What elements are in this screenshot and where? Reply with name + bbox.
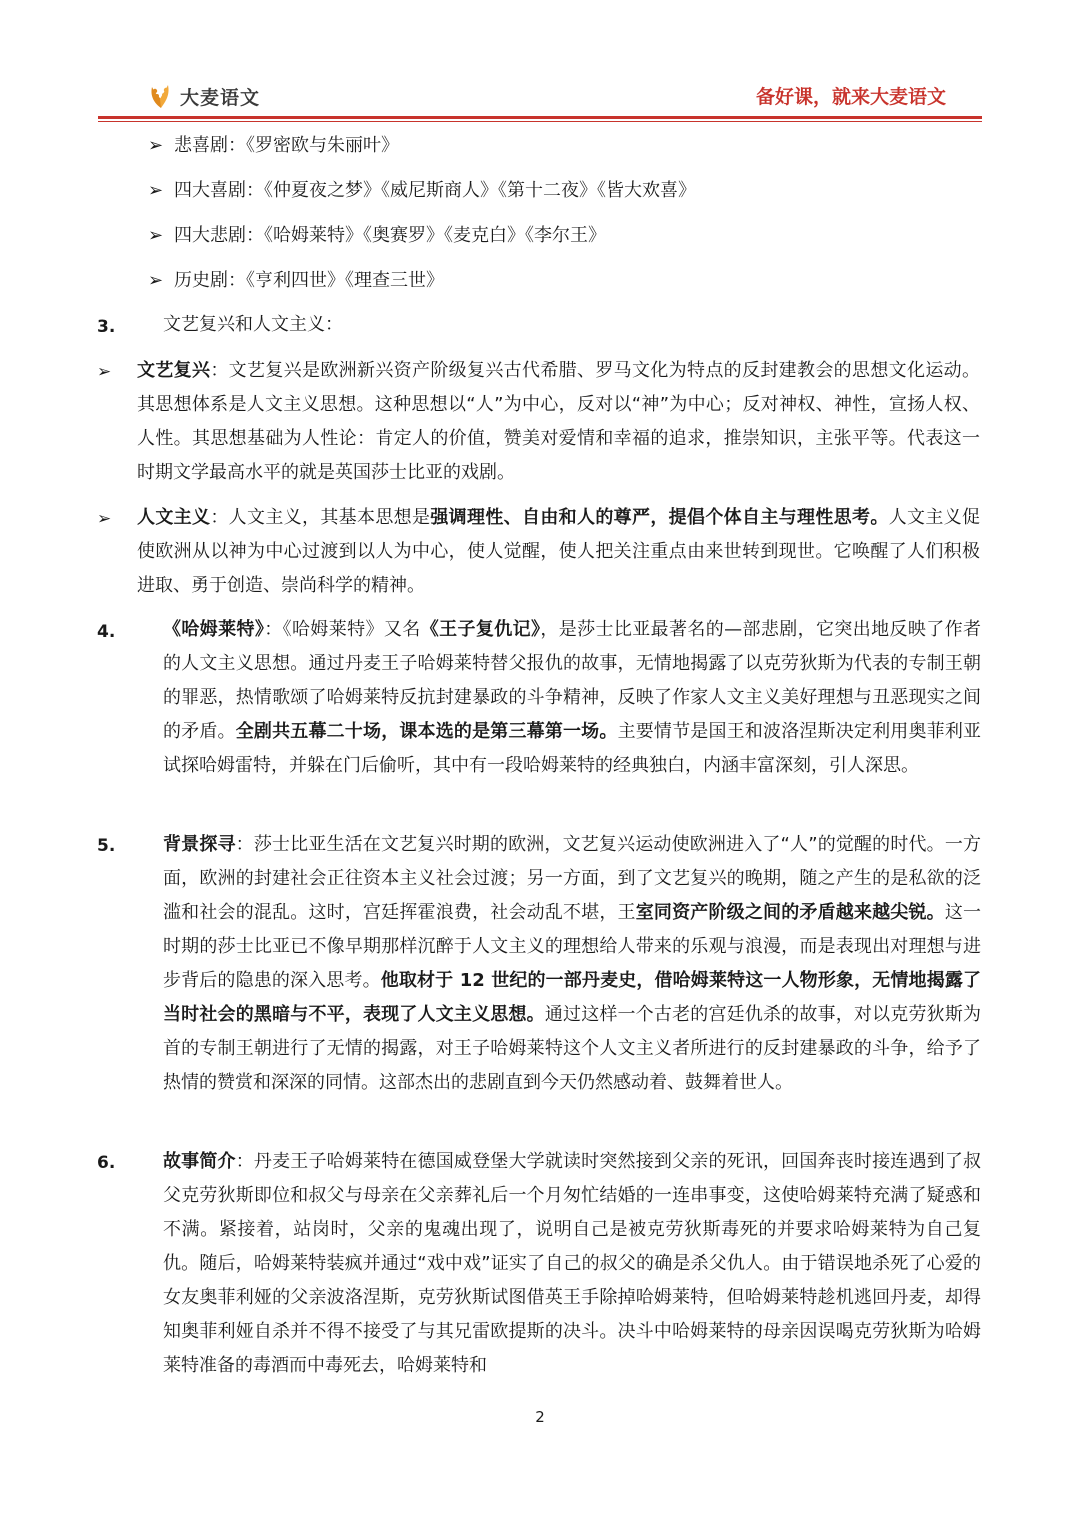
emphasis-text: 《王子复仇记》 <box>420 619 541 640</box>
list-item <box>148 133 399 159</box>
section-number: 6. <box>97 1153 116 1173</box>
paragraph-text: 主要情节是国王和波洛涅斯决定利用奥菲利亚试探哈姆雷特，并躲在门后偷听，其中有一段哈姆莱特的经典独白，内涵丰富深刻，引人深思。 <box>163 721 982 776</box>
bullet-arrow-icon: ➢ <box>148 180 164 201</box>
logo-text: 大麦语文 <box>180 86 261 109</box>
wheat-logo-icon <box>146 81 176 111</box>
work-titles: 《亨利四世》《理查三世》 <box>246 270 444 291</box>
work-category: 四大喜剧： <box>174 180 264 201</box>
list-item <box>148 268 444 294</box>
paragraph-text: 人文主义促使欧洲从以神为中心过渡到以人为中心，使人觉醒，使人把关注重点由来世转到现世。它唤醒了人们积极进取、勇于创造、崇尚科学的精神。 <box>137 507 981 596</box>
page-number: 2 <box>535 1408 545 1426</box>
paragraph-text: ：文艺复兴是欧洲新兴资产阶级复兴古代希腊、罗马文化为特点的反封建教会的思想文化运动。其思想体系是人文主义思想。这种思想以“人”为中心，反对以“神”为中心；反对神权、神性，宣扬人权、人性。其思想基础为人性论：肯定人的价值，赞美对爱情和幸福的追求，推崇知识，主张平等。代表这一时期文学最高水平的就是英国莎士比亚的戏剧。 <box>137 360 981 483</box>
paragraph-text: ：《哈姆莱特》又名 <box>264 619 421 640</box>
section-title: 文艺复兴和人文主义： <box>163 314 343 335</box>
emphasis-text: 室同资产阶级之间的矛盾越来越尖锐。 <box>635 902 945 923</box>
term: 故事简介 <box>163 1151 236 1172</box>
bullet-arrow-icon: ➢ <box>148 225 164 246</box>
term: 人文主义 <box>137 507 211 528</box>
work-category: 四大悲剧： <box>174 225 264 246</box>
bullet-arrow-icon: ➢ <box>97 362 112 382</box>
header-rule-thin <box>98 121 982 122</box>
brand-logo <box>146 78 260 114</box>
section-number: 4. <box>97 622 116 642</box>
paragraph-background <box>163 828 981 1100</box>
work-category: 历史剧： <box>174 270 246 291</box>
emphasis-text: 全剧共五幕二十场，课本选的是第三幕第一场。 <box>235 721 618 742</box>
bullet-arrow-icon: ➢ <box>148 135 164 156</box>
term: 文艺复兴 <box>137 360 211 381</box>
term: 《哈姆莱特》 <box>163 619 265 640</box>
page-header <box>100 70 982 120</box>
emphasis-text: 强调理性、自由和人的尊严，提倡个体自主与理性思考。 <box>430 507 889 528</box>
paragraph-hamlet <box>163 613 981 783</box>
work-titles: 《仲夏夜之梦》《威尼斯商人》《第十二夜》《皆大欢喜》 <box>264 180 696 201</box>
bullet-arrow-icon: ➢ <box>97 509 112 529</box>
work-titles: 《罗密欧与朱丽叶》 <box>246 135 399 156</box>
paragraph-text: 这一时期的莎士比亚已不像早期那样沉醉于人文主义的理想给人带来的乐观与浪漫，而是表现出对理想与进步背后的隐患的深入思考。 <box>163 902 982 991</box>
header-rule <box>98 116 982 119</box>
term: 背景探寻 <box>163 834 236 855</box>
paragraph-text: ：莎士比亚生活在文艺复兴时期的欧洲，文艺复兴运动使欧洲进入了“人”的觉醒的时代。一方面，欧洲的封建社会正往资本主义社会过渡；另一方面，到了文艺复兴的晚期，随之产生的是私欲的泛滥和社会的混乱。这时，宫廷挥霍浪费，社会动乱不堪，王 <box>163 834 981 923</box>
paragraph-text: 通过这样一个古老的宫廷仇杀的故事，对以克劳狄斯为首的专制王朝进行了无情的揭露，对王子哈姆莱特这个人文主义者所进行的反封建暴政的斗争，给予了热情的赞赏和深深的同情。这部杰出的悲剧直到今天仍然感动着、鼓舞着世人。 <box>163 1004 982 1093</box>
paragraph-text: ：人文主义，其基本思想是 <box>210 507 431 528</box>
paragraph-text: ：丹麦王子哈姆莱特在德国威登堡大学就读时突然接到父亲的死讯，回国奔丧时接连遇到了叔父克劳狄斯即位和叔父与母亲在父亲葬礼后一个月匆忙结婚的一连串事变，这使哈姆莱特充满了疑惑和不满。紧接着，站岗时，父亲的鬼魂出现了，说明自己是被克劳狄斯毒死的并要求哈姆莱特为自己复仇。随后，哈姆莱特装疯并通过“戏中戏”证实了自己的叔父的确是杀父仇人。由于错误地杀死了心爱的女友奥菲利娅的父亲波洛涅斯，克劳狄斯试图借英王手除掉哈姆莱特，但哈姆莱特趁机逃回丹麦，却得知奥菲利娅自杀并不得不接受了与其兄雷欧提斯的决斗。决斗中哈姆莱特的母亲因误喝克劳狄斯为哈姆莱特准备的毒酒而中毒死去，哈姆莱特和 <box>163 1151 982 1376</box>
paragraph-humanism <box>137 501 980 603</box>
list-item <box>148 223 606 249</box>
work-category: 悲喜剧： <box>174 135 246 156</box>
section-number: 5. <box>97 836 116 856</box>
list-item <box>148 178 696 204</box>
bullet-arrow-icon: ➢ <box>148 270 164 291</box>
paragraph-synopsis <box>163 1145 981 1383</box>
work-titles: 《哈姆莱特》《奥赛罗》《麦克白》《李尔王》 <box>264 225 606 246</box>
section-number: 3. <box>97 317 116 337</box>
paragraph-text: ，是莎士比亚最著名的—部悲剧，它突出地反映了作者的人文主义思想。通过丹麦王子哈姆莱特替父报仇的故事，无情地揭露了以克劳狄斯为代表的专制王朝的罪恶，热情歌颂了哈姆莱特反抗封建暴政的斗争精神，反映了作家人文主义美好理想与丑恶现实之间的矛盾。 <box>163 619 982 742</box>
paragraph-renaissance <box>137 354 980 490</box>
emphasis-text: 他取材于 12 世纪的一部丹麦史，借哈姆莱特这一人物形象，无情地揭露了当时社会的黑暗与不平，表现了人文主义思想。 <box>163 970 981 1025</box>
header-slogan: 备好课，就来大麦语文 <box>755 86 946 108</box>
